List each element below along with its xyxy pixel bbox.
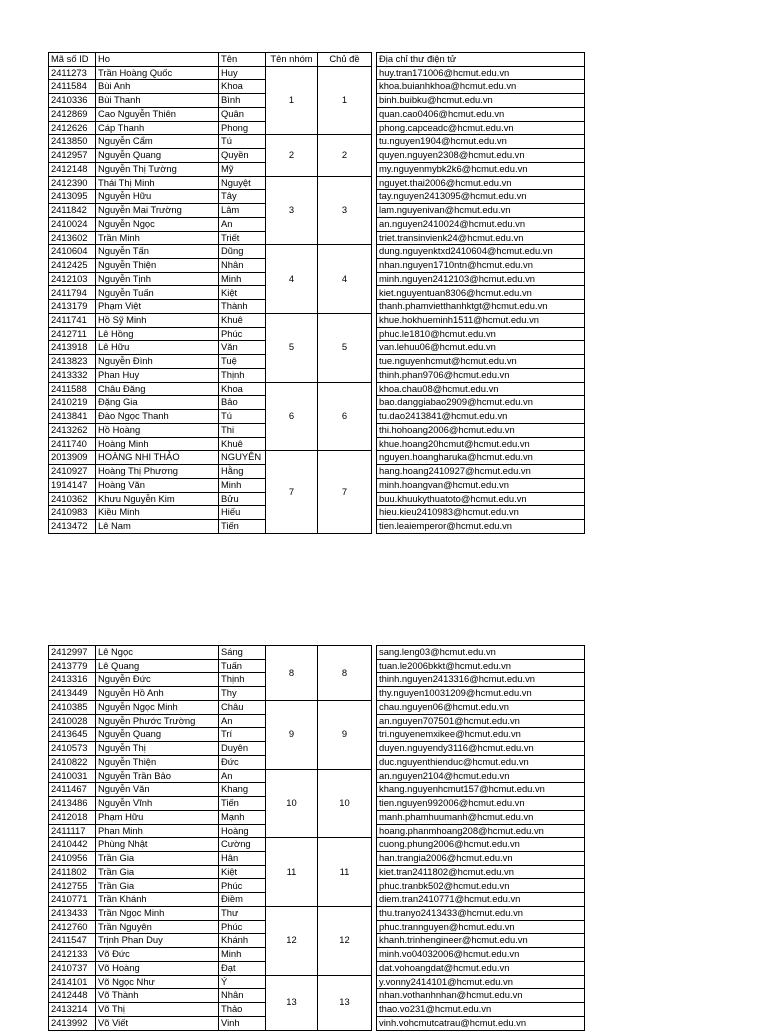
last-name-cell[interactable]: Lê Quang xyxy=(96,659,219,673)
email-cell[interactable]: minh.nguyen2412103@hcmut.edu.vn xyxy=(377,272,585,286)
group-number-cell[interactable]: 1 xyxy=(266,66,318,135)
first-name-cell[interactable]: Nhân xyxy=(219,259,266,273)
email-cell[interactable]: manh.phamhuumanh@hcmut.edu.vn xyxy=(377,810,585,824)
student-id-cell[interactable]: 2412133 xyxy=(49,948,96,962)
last-name-cell[interactable]: Hồ Hoàng xyxy=(96,423,219,437)
email-cell[interactable]: nguyet.thai2006@hcmut.edu.vn xyxy=(377,176,585,190)
student-id-cell[interactable]: 2410362 xyxy=(49,492,96,506)
email-cell[interactable]: phuc.trannguyen@hcmut.edu.vn xyxy=(377,920,585,934)
student-id-cell[interactable]: 2410219 xyxy=(49,396,96,410)
student-id-cell[interactable]: 2411547 xyxy=(49,934,96,948)
student-id-cell[interactable]: 2410442 xyxy=(49,838,96,852)
topic-number-cell[interactable]: 2 xyxy=(318,135,372,176)
first-name-cell[interactable]: Kiệt xyxy=(219,286,266,300)
student-id-cell[interactable]: 2412957 xyxy=(49,149,96,163)
email-cell[interactable]: nhan.nguyen1710ntn@hcmut.edu.vn xyxy=(377,259,585,273)
student-id-cell[interactable]: 2412390 xyxy=(49,176,96,190)
student-id-cell[interactable]: 2413262 xyxy=(49,423,96,437)
first-name-cell[interactable]: Cường xyxy=(219,838,266,852)
last-name-cell[interactable]: Cao Nguyễn Thiên xyxy=(96,107,219,121)
last-name-cell[interactable]: HOÀNG NHI THẢO xyxy=(96,451,219,465)
header-row xyxy=(49,53,585,67)
first-name-cell[interactable]: An xyxy=(219,217,266,231)
table-row xyxy=(49,245,585,259)
last-name-cell[interactable]: Lê Hữu xyxy=(96,341,219,355)
email-cell[interactable]: bao.danggiabao2909@hcmut.edu.vn xyxy=(377,396,585,410)
last-name-cell[interactable]: Võ Thành xyxy=(96,989,219,1003)
first-name-cell[interactable]: Thịnh xyxy=(219,368,266,382)
student-id-cell[interactable]: 2414101 xyxy=(49,975,96,989)
student-id-cell[interactable]: 2413779 xyxy=(49,659,96,673)
first-name-cell[interactable]: Nhân xyxy=(219,989,266,1003)
first-name-cell[interactable]: Kiệt xyxy=(219,865,266,879)
student-id-cell[interactable]: 2410385 xyxy=(49,700,96,714)
student-id-cell[interactable]: 2413214 xyxy=(49,1003,96,1017)
last-name-cell[interactable]: Trịnh Phan Duy xyxy=(96,934,219,948)
student-id-cell[interactable]: 2412711 xyxy=(49,327,96,341)
email-cell[interactable]: thao.vo231@hcmut.edu.vn xyxy=(377,1003,585,1017)
email-cell[interactable]: khue.hoang20hcmut@hcmut.edu.vn xyxy=(377,437,585,451)
header-group[interactable]: Tên nhóm xyxy=(266,53,318,67)
last-name-cell[interactable]: Lê Ngọc xyxy=(96,646,219,660)
table-row xyxy=(49,135,585,149)
table-row xyxy=(49,382,585,396)
last-name-cell[interactable]: Nguyễn Phước Trường xyxy=(96,714,219,728)
email-cell[interactable]: chau.nguyen06@hcmut.edu.vn xyxy=(377,700,585,714)
email-cell[interactable]: tien.leaiemperor@hcmut.edu.vn xyxy=(377,519,585,533)
topic-number-cell[interactable]: 12 xyxy=(318,906,372,975)
student-id-cell[interactable]: 2411273 xyxy=(49,66,96,80)
student-id-cell[interactable]: 2410822 xyxy=(49,755,96,769)
topic-number-cell[interactable]: 1 xyxy=(318,66,372,135)
email-cell[interactable]: dung.nguyenktxd2410604@hcmut.edu.vn xyxy=(377,245,585,259)
last-name-cell[interactable]: Hồ Sỹ Minh xyxy=(96,313,219,327)
first-name-cell[interactable]: Khánh xyxy=(219,934,266,948)
last-name-cell[interactable]: Trần Minh xyxy=(96,231,219,245)
first-name-cell[interactable]: Minh xyxy=(219,272,266,286)
email-cell[interactable]: lam.nguyenivan@hcmut.edu.vn xyxy=(377,204,585,218)
first-name-cell[interactable]: Minh xyxy=(219,478,266,492)
header-ho[interactable]: Ho xyxy=(96,53,219,67)
header-ten[interactable]: Tên xyxy=(219,53,266,67)
last-name-cell[interactable]: Nguyễn Hồ Anh xyxy=(96,687,219,701)
table-row xyxy=(49,838,585,852)
email-cell[interactable]: tue.nguyenhcmut@hcmut.edu.vn xyxy=(377,355,585,369)
email-cell[interactable]: an.nguyen707501@hcmut.edu.vn xyxy=(377,714,585,728)
student-id-cell[interactable]: 2412018 xyxy=(49,810,96,824)
student-id-cell[interactable]: 2410604 xyxy=(49,245,96,259)
email-cell[interactable]: khanh.trinhengineer@hcmut.edu.vn xyxy=(377,934,585,948)
last-name-cell[interactable]: Nguyễn Tuấn xyxy=(96,286,219,300)
student-id-cell[interactable]: 2413992 xyxy=(49,1016,96,1030)
student-id-cell[interactable]: 2413918 xyxy=(49,341,96,355)
email-cell[interactable]: thy.nguyen10031209@hcmut.edu.vn xyxy=(377,687,585,701)
student-id-cell[interactable]: 2413179 xyxy=(49,300,96,314)
email-cell[interactable]: thu.tranyo2413433@hcmut.edu.vn xyxy=(377,906,585,920)
email-cell[interactable]: huy.tran171006@hcmut.edu.vn xyxy=(377,66,585,80)
email-cell[interactable]: an.nguyen2410024@hcmut.edu.vn xyxy=(377,217,585,231)
last-name-cell[interactable]: Phùng Nhật xyxy=(96,838,219,852)
student-id-cell[interactable]: 1914147 xyxy=(49,478,96,492)
table-row xyxy=(49,769,585,783)
first-name-cell[interactable]: Hân xyxy=(219,852,266,866)
email-cell[interactable]: tuan.le2006bkkt@hcmut.edu.vn xyxy=(377,659,585,673)
first-name-cell[interactable]: Khuê xyxy=(219,437,266,451)
topic-number-cell[interactable]: 9 xyxy=(318,700,372,769)
last-name-cell[interactable]: Phạm Hữu xyxy=(96,810,219,824)
first-name-cell[interactable]: Thư xyxy=(219,906,266,920)
topic-number-cell[interactable]: 4 xyxy=(318,245,372,314)
student-id-cell[interactable]: 2411842 xyxy=(49,204,96,218)
email-cell[interactable]: dat.vohoangdat@hcmut.edu.vn xyxy=(377,961,585,975)
last-name-cell[interactable]: Võ Thị xyxy=(96,1003,219,1017)
group-number-cell[interactable]: 7 xyxy=(266,451,318,533)
last-name-cell[interactable]: Trần Gia xyxy=(96,852,219,866)
table-row xyxy=(49,313,585,327)
first-name-cell[interactable]: Thy xyxy=(219,687,266,701)
student-id-cell[interactable]: 2410573 xyxy=(49,742,96,756)
email-cell[interactable]: hieu.kieu2410983@hcmut.edu.vn xyxy=(377,506,585,520)
first-name-cell[interactable]: Tiến xyxy=(219,519,266,533)
table-body xyxy=(49,53,585,534)
first-name-cell[interactable]: Tú xyxy=(219,410,266,424)
topic-number-cell[interactable]: 8 xyxy=(318,646,372,701)
last-name-cell[interactable]: Phạm Việt xyxy=(96,300,219,314)
first-name-cell[interactable]: Văn xyxy=(219,341,266,355)
student-id-cell[interactable]: 2410336 xyxy=(49,94,96,108)
email-cell[interactable]: binh.buibku@hcmut.edu.vn xyxy=(377,94,585,108)
first-name-cell[interactable]: Thịnh xyxy=(219,673,266,687)
last-name-cell[interactable]: Hoàng Minh xyxy=(96,437,219,451)
first-name-cell[interactable]: Thảo xyxy=(219,1003,266,1017)
last-name-cell[interactable]: Nguyễn Thị Tường xyxy=(96,162,219,176)
first-name-cell[interactable]: Phúc xyxy=(219,327,266,341)
first-name-cell[interactable]: NGUYÊN xyxy=(219,451,266,465)
student-id-cell[interactable]: 2410031 xyxy=(49,769,96,783)
student-id-cell[interactable]: 2411584 xyxy=(49,80,96,94)
first-name-cell[interactable]: Mạnh xyxy=(219,810,266,824)
student-id-cell[interactable]: 2412760 xyxy=(49,920,96,934)
first-name-cell[interactable]: Thành xyxy=(219,300,266,314)
student-id-cell[interactable]: 2413486 xyxy=(49,797,96,811)
first-name-cell[interactable]: An xyxy=(219,769,266,783)
table-row xyxy=(49,646,585,660)
topic-number-cell[interactable]: 10 xyxy=(318,769,372,838)
email-cell[interactable]: kiet.tran2411802@hcmut.edu.vn xyxy=(377,865,585,879)
email-cell[interactable]: an.nguyen2104@hcmut.edu.vn xyxy=(377,769,585,783)
table-row xyxy=(49,906,585,920)
first-name-cell[interactable]: Tiến xyxy=(219,797,266,811)
first-name-cell[interactable]: Mỹ xyxy=(219,162,266,176)
last-name-cell[interactable]: Bùi Thanh xyxy=(96,94,219,108)
topic-number-cell[interactable]: 11 xyxy=(318,838,372,907)
last-name-cell[interactable]: Nguyễn Mai Trường xyxy=(96,204,219,218)
email-cell[interactable]: khang.nguyenhcmut157@hcmut.edu.vn xyxy=(377,783,585,797)
student-id-cell[interactable]: 2410956 xyxy=(49,852,96,866)
first-name-cell[interactable]: Sáng xyxy=(219,646,266,660)
student-id-cell[interactable]: 2410024 xyxy=(49,217,96,231)
student-id-cell[interactable]: 2412755 xyxy=(49,879,96,893)
email-cell[interactable]: thanh.phamvietthanhktgt@hcmut.edu.vn xyxy=(377,300,585,314)
first-name-cell[interactable]: Tây xyxy=(219,190,266,204)
email-cell[interactable]: tu.dao2413841@hcmut.edu.vn xyxy=(377,410,585,424)
last-name-cell[interactable]: Nguyễn Ngọc Minh xyxy=(96,700,219,714)
email-cell[interactable]: han.trangia2006@hcmut.edu.vn xyxy=(377,852,585,866)
student-id-cell[interactable]: 2410771 xyxy=(49,893,96,907)
email-cell[interactable]: hang.hoang2410927@hcmut.edu.vn xyxy=(377,465,585,479)
first-name-cell[interactable]: Đức xyxy=(219,755,266,769)
email-cell[interactable]: phuc.le1810@hcmut.edu.vn xyxy=(377,327,585,341)
first-name-cell[interactable]: Điềm xyxy=(219,893,266,907)
last-name-cell[interactable]: Nguyễn Thiện xyxy=(96,259,219,273)
first-name-cell[interactable]: Quyền xyxy=(219,149,266,163)
group-number-cell[interactable]: 6 xyxy=(266,382,318,451)
last-name-cell[interactable]: Cáp Thanh xyxy=(96,121,219,135)
first-name-cell[interactable]: Hiếu xyxy=(219,506,266,520)
email-cell[interactable]: minh.vo04032006@hcmut.edu.vn xyxy=(377,948,585,962)
student-id-cell[interactable]: 2013909 xyxy=(49,451,96,465)
header-email[interactable]: Địa chỉ thư điện tử xyxy=(377,53,585,67)
first-name-cell[interactable]: Huy xyxy=(219,66,266,80)
table-row xyxy=(49,451,585,465)
last-name-cell[interactable]: Hoàng Thị Phương xyxy=(96,465,219,479)
email-cell[interactable]: khoa.chau08@hcmut.edu.vn xyxy=(377,382,585,396)
last-name-cell[interactable]: Nguyễn Tấn xyxy=(96,245,219,259)
table-row xyxy=(49,176,585,190)
student-id-cell[interactable]: 2413645 xyxy=(49,728,96,742)
last-name-cell[interactable]: Đặng Gia xyxy=(96,396,219,410)
student-id-cell[interactable]: 2412997 xyxy=(49,646,96,660)
student-id-cell[interactable]: 2412626 xyxy=(49,121,96,135)
student-id-cell[interactable]: 2412425 xyxy=(49,259,96,273)
last-name-cell[interactable]: Hoàng Văn xyxy=(96,478,219,492)
first-name-cell[interactable]: Duyên xyxy=(219,742,266,756)
email-cell[interactable]: phuc.tranbk502@hcmut.edu.vn xyxy=(377,879,585,893)
first-name-cell[interactable]: Bửu xyxy=(219,492,266,506)
first-name-cell[interactable]: Minh xyxy=(219,948,266,962)
email-cell[interactable]: thinh.phan9706@hcmut.edu.vn xyxy=(377,368,585,382)
group-number-cell[interactable]: 4 xyxy=(266,245,318,314)
student-id-cell[interactable]: 2411117 xyxy=(49,824,96,838)
last-name-cell[interactable]: Nguyễn Vĩnh xyxy=(96,797,219,811)
topic-number-cell[interactable]: 5 xyxy=(318,313,372,382)
student-id-cell[interactable]: 2411794 xyxy=(49,286,96,300)
last-name-cell[interactable]: Bùi Anh xyxy=(96,80,219,94)
first-name-cell[interactable]: Khoa xyxy=(219,382,266,396)
email-cell[interactable]: nhan.vothanhnhan@hcmut.edu.vn xyxy=(377,989,585,1003)
first-name-cell[interactable]: Châu xyxy=(219,700,266,714)
email-cell[interactable]: hoang.phanmhoang208@hcmut.edu.vn xyxy=(377,824,585,838)
email-cell[interactable]: quyen.nguyen2308@hcmut.edu.vn xyxy=(377,149,585,163)
topic-number-cell[interactable]: 6 xyxy=(318,382,372,451)
group-number-cell[interactable]: 12 xyxy=(266,906,318,975)
email-cell[interactable]: tri.nguyenemxikee@hcmut.edu.vn xyxy=(377,728,585,742)
group-table-top xyxy=(48,52,585,534)
student-id-cell[interactable]: 2412448 xyxy=(49,989,96,1003)
first-name-cell[interactable]: Nguyệt xyxy=(219,176,266,190)
student-id-cell[interactable]: 2412148 xyxy=(49,162,96,176)
last-name-cell[interactable]: Trần Khánh xyxy=(96,893,219,907)
last-name-cell[interactable]: Đào Ngọc Thanh xyxy=(96,410,219,424)
email-cell[interactable]: thi.hohoang2006@hcmut.edu.vn xyxy=(377,423,585,437)
student-id-cell[interactable]: 2410927 xyxy=(49,465,96,479)
group-number-cell[interactable]: 13 xyxy=(266,975,318,1030)
student-id-cell[interactable]: 2413332 xyxy=(49,368,96,382)
last-name-cell[interactable]: Nguyễn Ngọc xyxy=(96,217,219,231)
group-number-cell[interactable]: 2 xyxy=(266,135,318,176)
topic-number-cell[interactable]: 7 xyxy=(318,451,372,533)
last-name-cell[interactable]: Nguyễn Trần Bảo xyxy=(96,769,219,783)
student-id-cell[interactable]: 2411741 xyxy=(49,313,96,327)
last-name-cell[interactable]: Khưu Nguyễn Kim xyxy=(96,492,219,506)
last-name-cell[interactable]: Châu Đăng xyxy=(96,382,219,396)
first-name-cell[interactable]: Triết xyxy=(219,231,266,245)
student-id-cell[interactable]: 2413316 xyxy=(49,673,96,687)
email-cell[interactable]: thinh.nguyen2413316@hcmut.edu.vn xyxy=(377,673,585,687)
first-name-cell[interactable]: Tuệ xyxy=(219,355,266,369)
email-cell[interactable]: duyen.nguyendy3116@hcmut.edu.vn xyxy=(377,742,585,756)
first-name-cell[interactable]: Quân xyxy=(219,107,266,121)
student-id-cell[interactable]: 2412869 xyxy=(49,107,96,121)
student-id-cell[interactable]: 2413449 xyxy=(49,687,96,701)
header-id[interactable]: Mã số ID xyxy=(49,53,96,67)
table-row xyxy=(49,66,585,80)
email-cell[interactable]: van.lehuu06@hcmut.edu.vn xyxy=(377,341,585,355)
first-name-cell[interactable]: Phúc xyxy=(219,920,266,934)
header-topic[interactable]: Chủ đề xyxy=(318,53,372,67)
last-name-cell[interactable]: Võ Viết xyxy=(96,1016,219,1030)
email-cell[interactable]: my.nguyenmybk2k6@hcmut.edu.vn xyxy=(377,162,585,176)
topic-number-cell[interactable]: 3 xyxy=(318,176,372,245)
email-cell[interactable]: quan.cao0406@hcmut.edu.vn xyxy=(377,107,585,121)
student-id-cell[interactable]: 2413823 xyxy=(49,355,96,369)
first-name-cell[interactable]: Ý xyxy=(219,975,266,989)
student-id-cell[interactable]: 2411467 xyxy=(49,783,96,797)
email-cell[interactable]: triet.transinvienk24@hcmut.edu.vn xyxy=(377,231,585,245)
first-name-cell[interactable]: Bảo xyxy=(219,396,266,410)
first-name-cell[interactable]: Vinh xyxy=(219,1016,266,1030)
student-id-cell[interactable]: 2410737 xyxy=(49,961,96,975)
last-name-cell[interactable]: Trần Gia xyxy=(96,879,219,893)
last-name-cell[interactable]: Trần Gia xyxy=(96,865,219,879)
last-name-cell[interactable]: Nguyễn Thiện xyxy=(96,755,219,769)
group-number-cell[interactable]: 5 xyxy=(266,313,318,382)
group-number-cell[interactable]: 3 xyxy=(266,176,318,245)
first-name-cell[interactable]: Khoa xyxy=(219,80,266,94)
last-name-cell[interactable]: Kiều Minh xyxy=(96,506,219,520)
first-name-cell[interactable]: Tuấn xyxy=(219,659,266,673)
last-name-cell[interactable]: Nguyễn Quang xyxy=(96,149,219,163)
table-row xyxy=(49,975,585,989)
email-cell[interactable]: khue.hokhueminh1511@hcmut.edu.vn xyxy=(377,313,585,327)
student-id-cell[interactable]: 2411588 xyxy=(49,382,96,396)
student-id-cell[interactable]: 2413472 xyxy=(49,519,96,533)
first-name-cell[interactable]: Tú xyxy=(219,135,266,149)
group-number-cell[interactable]: 8 xyxy=(266,646,318,701)
first-name-cell[interactable]: Thi xyxy=(219,423,266,437)
email-cell[interactable]: phong.capceadc@hcmut.edu.vn xyxy=(377,121,585,135)
email-cell[interactable]: khoa.buianhkhoa@hcmut.edu.vn xyxy=(377,80,585,94)
last-name-cell[interactable]: Nguyễn Thị xyxy=(96,742,219,756)
table-body xyxy=(49,646,585,1031)
student-id-cell[interactable]: 2413850 xyxy=(49,135,96,149)
student-id-cell[interactable]: 2411802 xyxy=(49,865,96,879)
first-name-cell[interactable]: Trí xyxy=(219,728,266,742)
student-id-cell[interactable]: 2410028 xyxy=(49,714,96,728)
email-cell[interactable]: tien.nguyen992006@hcmut.edu.vn xyxy=(377,797,585,811)
email-cell[interactable]: nguyen.hoangharuka@hcmut.edu.vn xyxy=(377,451,585,465)
email-cell[interactable]: duc.nguyenthienduc@hcmut.edu.vn xyxy=(377,755,585,769)
group-number-cell[interactable]: 11 xyxy=(266,838,318,907)
email-cell[interactable]: y.vonny2414101@hcmut.edu.vn xyxy=(377,975,585,989)
first-name-cell[interactable]: Hoàng xyxy=(219,824,266,838)
first-name-cell[interactable]: An xyxy=(219,714,266,728)
last-name-cell[interactable]: Nguyễn Tịnh xyxy=(96,272,219,286)
last-name-cell[interactable]: Nguyễn Văn xyxy=(96,783,219,797)
last-name-cell[interactable]: Võ Ngọc Như xyxy=(96,975,219,989)
last-name-cell[interactable]: Trần Hoàng Quốc xyxy=(96,66,219,80)
last-name-cell[interactable]: Trần Ngọc Minh xyxy=(96,906,219,920)
email-cell[interactable]: tu.nguyen1904@hcmut.edu.vn xyxy=(377,135,585,149)
first-name-cell[interactable]: Khuê xyxy=(219,313,266,327)
first-name-cell[interactable]: Hằng xyxy=(219,465,266,479)
last-name-cell[interactable]: Trần Nguyên xyxy=(96,920,219,934)
student-id-cell[interactable]: 2413095 xyxy=(49,190,96,204)
first-name-cell[interactable]: Phong xyxy=(219,121,266,135)
email-cell[interactable]: buu.khuukythuatoto@hcmut.edu.vn xyxy=(377,492,585,506)
first-name-cell[interactable]: Bình xyxy=(219,94,266,108)
group-table-bottom xyxy=(48,645,585,1031)
last-name-cell[interactable]: Võ Hoàng xyxy=(96,961,219,975)
group-number-cell[interactable]: 9 xyxy=(266,700,318,769)
last-name-cell[interactable]: Nguyễn Hữu xyxy=(96,190,219,204)
email-cell[interactable]: minh.hoangvan@hcmut.edu.vn xyxy=(377,478,585,492)
last-name-cell[interactable]: Phan Minh xyxy=(96,824,219,838)
email-cell[interactable]: tay.nguyen2413095@hcmut.edu.vn xyxy=(377,190,585,204)
student-id-cell[interactable]: 2413841 xyxy=(49,410,96,424)
last-name-cell[interactable]: Phan Huy xyxy=(96,368,219,382)
last-name-cell[interactable]: Nguyễn Đình xyxy=(96,355,219,369)
last-name-cell[interactable]: Nguyễn Đức xyxy=(96,673,219,687)
table-row xyxy=(49,700,585,714)
first-name-cell[interactable]: Lâm xyxy=(219,204,266,218)
student-id-cell[interactable]: 2411740 xyxy=(49,437,96,451)
group-number-cell[interactable]: 10 xyxy=(266,769,318,838)
email-cell[interactable]: vinh.vohcmutcatrau@hcmut.edu.vn xyxy=(377,1016,585,1030)
last-name-cell[interactable]: Nguyễn Quang xyxy=(96,728,219,742)
topic-number-cell[interactable]: 13 xyxy=(318,975,372,1030)
last-name-cell[interactable]: Thái Thị Minh xyxy=(96,176,219,190)
first-name-cell[interactable]: Đạt xyxy=(219,961,266,975)
student-id-cell[interactable]: 2410983 xyxy=(49,506,96,520)
first-name-cell[interactable]: Phúc xyxy=(219,879,266,893)
email-cell[interactable]: cuong.phung2006@hcmut.edu.vn xyxy=(377,838,585,852)
student-id-cell[interactable]: 2412103 xyxy=(49,272,96,286)
email-cell[interactable]: kiet.nguyentuan8306@hcmut.edu.vn xyxy=(377,286,585,300)
last-name-cell[interactable]: Lê Nam xyxy=(96,519,219,533)
student-id-cell[interactable]: 2413433 xyxy=(49,906,96,920)
first-name-cell[interactable]: Khang xyxy=(219,783,266,797)
last-name-cell[interactable]: Lê Hồng xyxy=(96,327,219,341)
last-name-cell[interactable]: Nguyễn Cẩm xyxy=(96,135,219,149)
first-name-cell[interactable]: Dũng xyxy=(219,245,266,259)
email-cell[interactable]: diem.tran2410771@hcmut.edu.vn xyxy=(377,893,585,907)
student-id-cell[interactable]: 2413602 xyxy=(49,231,96,245)
email-cell[interactable]: sang.leng03@hcmut.edu.vn xyxy=(377,646,585,660)
last-name-cell[interactable]: Võ Đức xyxy=(96,948,219,962)
